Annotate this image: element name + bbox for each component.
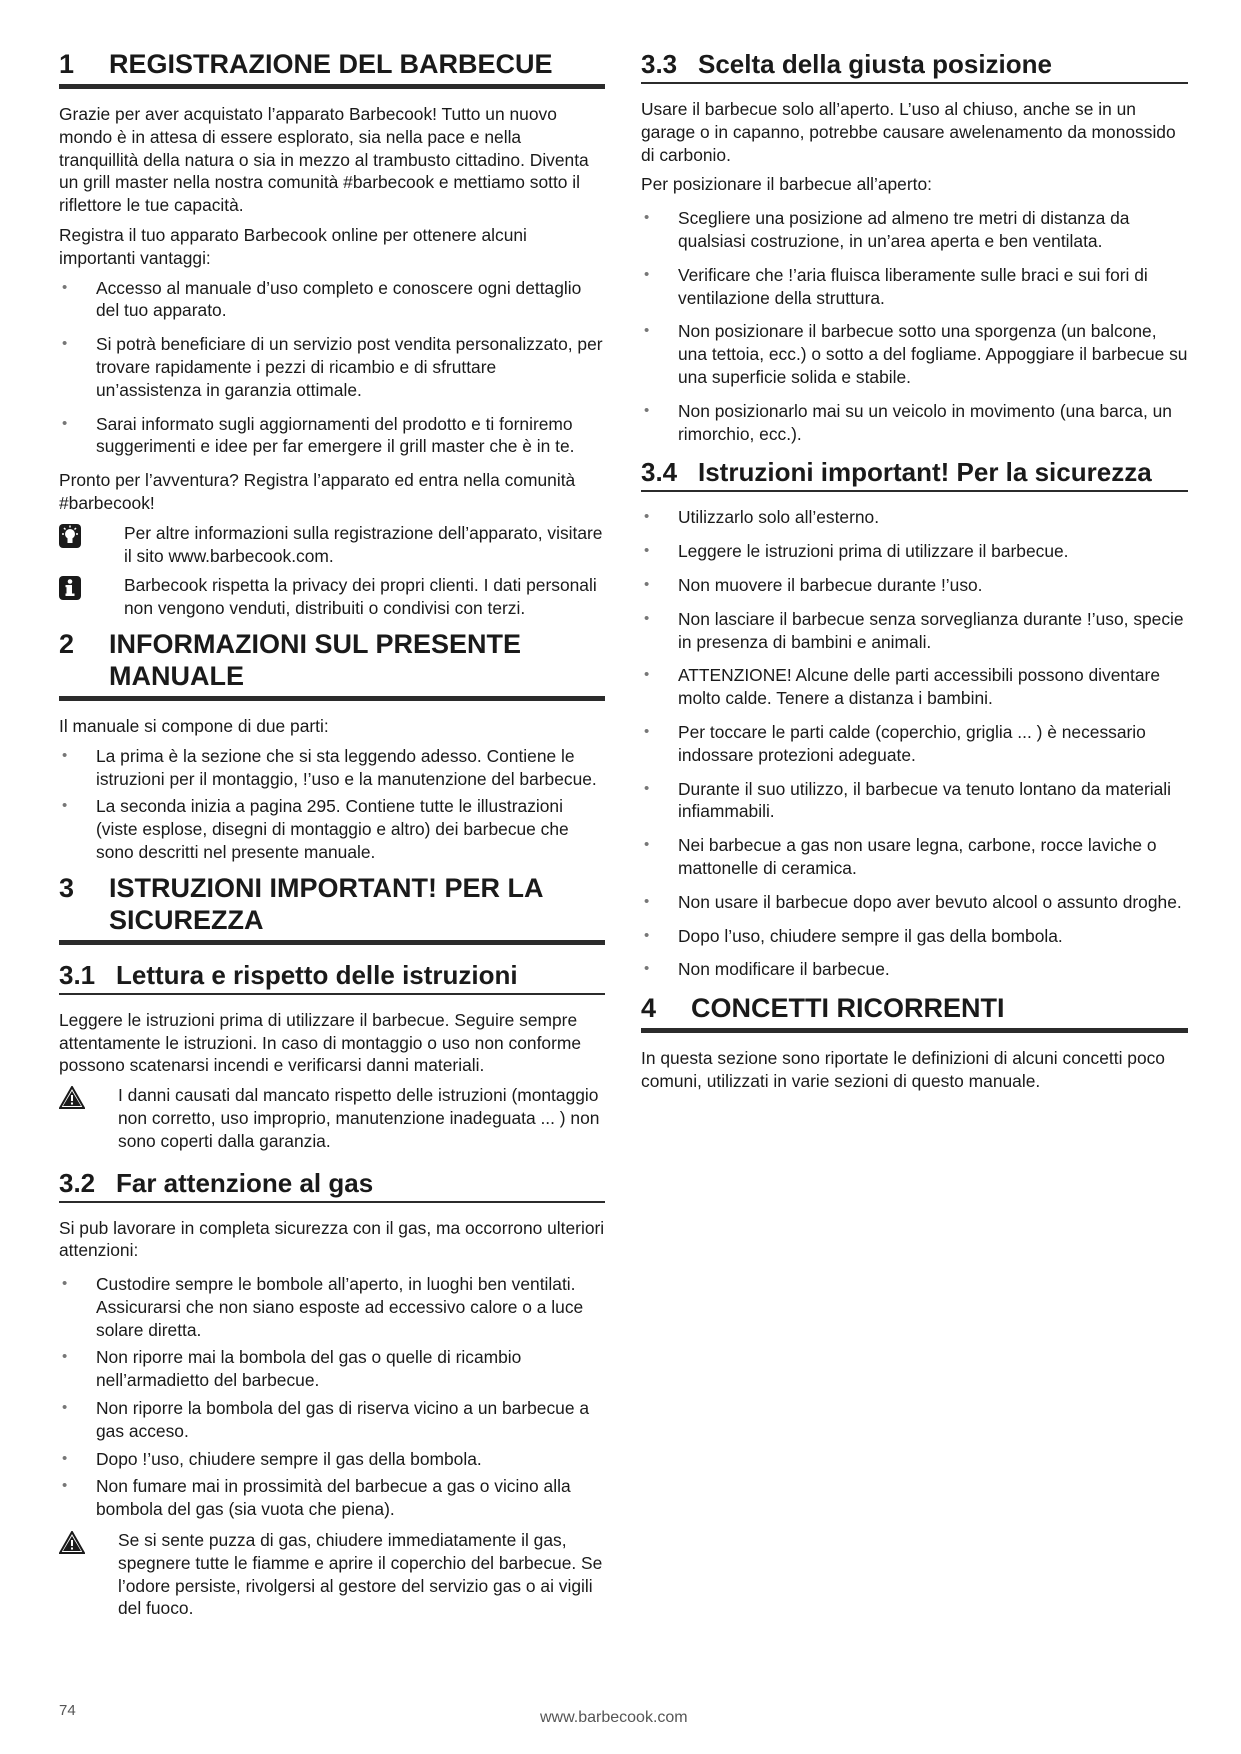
section-3-3-heading bbox=[641, 48, 1188, 84]
right-column bbox=[641, 48, 1188, 1100]
info-icon bbox=[59, 574, 124, 605]
list-item: • Dopo !’uso, chiudere sempre il gas della bombola. bbox=[59, 1448, 605, 1471]
section-3-2-heading bbox=[59, 1167, 605, 1203]
tip-bulb-icon bbox=[59, 522, 124, 553]
bullet-list bbox=[641, 506, 1188, 981]
section-1-heading bbox=[59, 48, 605, 89]
note-text: Barbecook rispetta la privacy dei propri clienti. I dati personali non vengono venduti, distribuiti o condivisi con terzi. bbox=[124, 575, 597, 619]
list-item: • Non modificare il barbecue. bbox=[641, 958, 1188, 981]
list-item: • La prima è la sezione che si sta leggendo adesso. Contiene le istruzioni per il montaggio, !’uso e la manutenzione del barbecue. bbox=[59, 745, 605, 791]
section-number: 3.2 bbox=[59, 1167, 96, 1198]
section-title: INFORMAZIONI SUL PRESENTE MANUALE bbox=[109, 628, 522, 691]
note-text: I danni causati dal mancato rispetto delle istruzioni (montaggio non corretto, uso improprio, manutenzione inadeguata ... ) non sono coperti dalla garanzia. bbox=[118, 1085, 600, 1151]
list-item: • Non fumare mai in prossimità del barbecue a gas o vicino alla bombola del gas (sia vuota che piena). bbox=[59, 1475, 605, 1521]
list-item: • Non posizionarlo mai su un veicolo in movimento (una barca, un rimorchio, ecc.). bbox=[641, 400, 1188, 446]
section-number: 3.1 bbox=[59, 959, 96, 990]
paragraph: Usare il barbecue solo all’aperto. L’uso al chiuso, anche se in un garage o in capanno, potrebbe causare awelenamento da monossido di carbonio. bbox=[641, 99, 1176, 165]
list-item: • Durante il suo utilizzo, il barbecue va tenuto lontano da materiali infiammabili. bbox=[641, 778, 1188, 824]
list-item: • ATTENZIONE! Alcune delle parti accessibili possono diventare molto calde. Tenere a distanza i bambini. bbox=[641, 664, 1188, 710]
list-item: • Utilizzarlo solo all’esterno. bbox=[641, 506, 1188, 529]
list-item: • La seconda inizia a pagina 295. Contiene tutte le illustrazioni (viste esplose, disegni di montaggio e altro) dei barbecue che sono descritti nel presente manuale. bbox=[59, 795, 605, 863]
list-item: • Per toccare le parti calde (coperchio, griglia ... ) è necessario indossare protezioni adeguate. bbox=[641, 721, 1188, 767]
paragraph: Registra il tuo apparato Barbecook online per ottenere alcuni importanti vantaggi: bbox=[59, 224, 527, 268]
list-item: • Dopo l’uso, chiudere sempre il gas della bombola. bbox=[641, 925, 1188, 948]
note-text: Per altre informazioni sulla registrazione dell’apparato, visitare il sito www.barbecook.com. bbox=[124, 522, 603, 566]
list-item: • Scegliere una posizione ad almeno tre metri di distanza da qualsiasi costruzione, in un’area aperta e ben ventilata. bbox=[641, 207, 1188, 253]
paragraph: Leggere le istruzioni prima di utilizzare il barbecue. Seguire sempre attentamente le istruzioni. In caso di montaggio o uso non conforme possono scatenarsi incendi e verificarsi danni materiali. bbox=[59, 1009, 582, 1076]
list-item: • Non usare il barbecue dopo aver bevuto alcool o assunto droghe. bbox=[641, 891, 1188, 914]
bullet-list bbox=[59, 745, 605, 864]
left-column bbox=[59, 48, 605, 1627]
page-number: 74 bbox=[59, 1702, 76, 1719]
section-title: Far attenzione al gas bbox=[116, 1167, 374, 1198]
section-number: 3 bbox=[59, 872, 75, 903]
section-3-heading bbox=[59, 872, 605, 945]
bullet-list bbox=[59, 277, 605, 459]
list-item: • Leggere le istruzioni prima di utilizzare il barbecue. bbox=[641, 540, 1188, 563]
list-item: • Non posizionare il barbecue sotto una sporgenza (un balcone, una tettoia, ecc.) o sotto a del fogliame. Appoggiare il barbecue su una superficie solida e stabile. bbox=[641, 320, 1188, 388]
warning-note bbox=[59, 1529, 605, 1620]
list-item: • Non riporre la bombola del gas di riserva vicino a un barbecue a gas acceso. bbox=[59, 1397, 605, 1443]
section-title: ISTRUZIONI IMPORTANT! PER LA SICUREZZA bbox=[109, 872, 543, 935]
list-item: • Si potrà beneficiare di un servizio post vendita personalizzato, per trovare rapidamente i pezzi di ricambio e di sfruttare un’assistenza in garanzia ottimale. bbox=[59, 333, 605, 401]
list-item: • Non muovere il barbecue durante !’uso. bbox=[641, 574, 1188, 597]
list-item: • Sarai informato sugli aggiornamenti del prodotto e ti forniremo suggerimenti e idee per far emergere il grill master che è in te. bbox=[59, 413, 605, 459]
section-title: Lettura e rispetto delle istruzioni bbox=[116, 959, 518, 990]
section-title: Istruzioni important! Per la sicurezza bbox=[698, 457, 1152, 488]
section-number: 4 bbox=[641, 993, 657, 1024]
warning-note bbox=[59, 1084, 605, 1152]
tip-note bbox=[59, 522, 605, 568]
info-note bbox=[59, 574, 605, 620]
paragraph: Per posizionare il barbecue all’aperto: bbox=[641, 174, 932, 195]
section-number: 1 bbox=[59, 49, 75, 79]
section-title: REGISTRAZIONE DEL BARBECUE bbox=[109, 49, 553, 79]
warning-triangle-icon bbox=[59, 1529, 118, 1559]
section-3-1-heading bbox=[59, 959, 605, 995]
list-item: • Non riporre mai la bombola del gas o quelle di ricambio nell’armadietto del barbecue. bbox=[59, 1346, 605, 1392]
section-number: 2 bbox=[59, 628, 75, 659]
section-number: 3.3 bbox=[641, 49, 678, 79]
bullet-list bbox=[641, 207, 1188, 445]
paragraph: Grazie per aver acquistato l’apparato Barbecook! Tutto un nuovo mondo è in attesa di essere esplorato, sia nella pace e nella tranquillità della natura o sia in mezzo al trambusto cittadino. Diventa un grill master nella nostra comunità #barbecook e mettiamo sotto il riflettore le tue capacità. bbox=[59, 104, 589, 216]
bullet-list bbox=[59, 1273, 605, 1521]
list-item: • Verificare che !’aria fluisca liberamente sulle braci e sui fori di ventilazione della struttura. bbox=[641, 264, 1188, 310]
section-number: 3.4 bbox=[641, 457, 678, 488]
list-item: • Custodire sempre le bombole all’aperto, in luoghi ben ventilati. Assicurarsi che non siano esposte ad eccessivo calore o a luce solare diretta. bbox=[59, 1273, 605, 1341]
paragraph: Pronto per l’avventura? Registra l’apparato ed entra nella comunità #barbecook! bbox=[59, 470, 576, 513]
section-title: CONCETTI RICORRENTI bbox=[691, 993, 1005, 1024]
list-item: • Non lasciare il barbecue senza sorveglianza durante !’uso, specie in presenza di bambini e animali. bbox=[641, 608, 1188, 654]
warning-triangle-icon bbox=[59, 1084, 118, 1114]
paragraph: Il manuale si compone di due parti: bbox=[59, 715, 329, 736]
note-text: Se si sente puzza di gas, chiudere immediatamente il gas, spegnere tutte le fiamme e aprire il coperchio del barbecue. Se l’odore persiste, rivolgersi al gestore del servizio gas o ai vigili del fuoco. bbox=[118, 1530, 603, 1619]
section-3-4-heading bbox=[641, 456, 1188, 492]
list-item: • Nei barbecue a gas non usare legna, carbone, rocce laviche o mattonelle di ceramica. bbox=[641, 834, 1188, 880]
section-2-heading bbox=[59, 628, 605, 701]
section-4-heading bbox=[641, 992, 1188, 1033]
list-item: • Accesso al manuale d’uso completo e conoscere ogni dettaglio del tuo apparato. bbox=[59, 277, 605, 323]
footer-url: www.barbecook.com bbox=[540, 1709, 688, 1726]
paragraph: Si pub lavorare in completa sicurezza con il gas, ma occorrono ulteriori attenzioni: bbox=[59, 1217, 605, 1261]
paragraph: In questa sezione sono riportate le definizioni di alcuni concetti poco comuni, utilizzati in varie sezioni di questo manuale. bbox=[641, 1048, 1165, 1091]
section-title: Scelta della giusta posizione bbox=[698, 49, 1052, 79]
